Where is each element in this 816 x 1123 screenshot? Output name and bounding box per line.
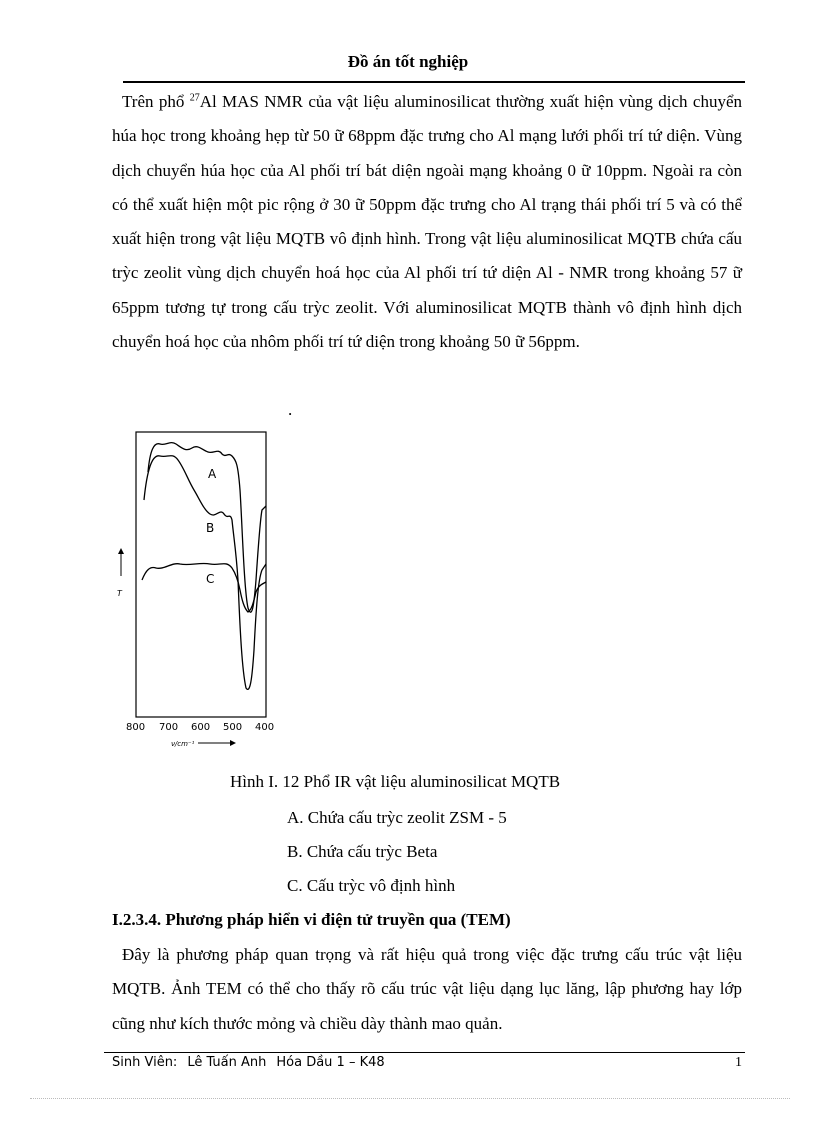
curve-b (144, 456, 266, 690)
curve-label-b: B (206, 521, 215, 535)
paragraph-tem: Đây là phương pháp quan trọng và rất hiệu quả trong việc đặc trưng cấu trúc vật liệu MQTB. Ảnh TEM có thể cho thấy rõ cấu trúc vật liệu dạng lục lăng, lập phương hay lớp cũng như kích thước mỏng và chiều dày thành mao quản. (112, 945, 742, 1033)
plot-frame (136, 432, 266, 717)
x-tick-400: 400 (255, 722, 275, 733)
caption-item-c: C. Cấu trỳc vô định hình (287, 876, 456, 895)
x-tick-700: 700 (159, 722, 179, 733)
figure-caption-title: Hình I. 12 Phổ IR vật liệu aluminosilicat MQTB (230, 772, 561, 791)
footer-student-name: Lê Tuấn Anh (187, 1055, 267, 1070)
y-axis-label: T (117, 589, 122, 598)
x-tick-500: 500 (223, 722, 243, 733)
header-rule (123, 81, 745, 83)
x-tick-800: 800 (126, 722, 146, 733)
bottom-dotted-border (30, 1098, 790, 1099)
footer-student-info (112, 1055, 395, 1070)
curve-label-c: C (206, 572, 215, 586)
x-axis-arrowhead (230, 740, 236, 746)
paragraph-nmr (112, 85, 742, 359)
footer-rule (104, 1052, 745, 1053)
section-heading-tem: I.2.3.4. Phương pháp hiển vi điện tử truyền qua (TEM) (112, 910, 511, 929)
x-axis-label: ν/cm⁻¹ (171, 740, 195, 748)
ir-spectrum-svg (114, 430, 286, 750)
page-header-title: Đồ án tốt nghiệp (347, 52, 469, 71)
isotope-superscript: 27 (189, 92, 200, 104)
footer-class: Hóa Dầu 1 – K48 (276, 1055, 385, 1070)
y-axis-arrowhead (118, 548, 124, 554)
stray-mark: . (288, 400, 293, 419)
caption-item-b: B. Chứa cấu trỳc Beta (287, 842, 438, 861)
curve-label-a: A (208, 467, 217, 481)
paragraph-nmr-pre: Trên phổ (122, 92, 190, 111)
caption-item-a: A. Chứa cấu trỳc zeolit ZSM - 5 (287, 808, 507, 827)
ir-spectrum-figure (114, 430, 286, 750)
footer-page-number: 1 (735, 1055, 742, 1070)
paragraph-nmr-text: Al MAS NMR của vật liệu aluminosilicat thường xuất hiện vùng dịch chuyển húa học trong khoảng hẹp từ 50 ữ 68ppm đặc trưng cho Al mạng lưới phối trí tứ diện. Vùng dịch chuyển húa học của Al phối trí bát diện ngoài mạng khoảng 0 ữ 10ppm. Ngoài ra còn có thể xuất hiện một pic rộng ở 30 ữ 50ppm đặc trưng cho Al trạng thái phối trí 5 và có thể xuất hiện trong vật liệu MQTB vô định hình. Trong vật liệu aluminosilicat MQTB chứa cấu trỳc zeolit vùng dịch chuyển hoá học của Al phối trí tứ diện Al - NMR trong khoảng 57 ữ 65ppm tương tự trong cấu trỳc zeolit. Với aluminosilicat MQTB thành vô định hình dịch chuyển hoá học của nhôm phối trí tứ diện trong khoảng 50 ữ 56ppm. (112, 92, 742, 352)
footer-student-label: Sinh Viên: (112, 1055, 178, 1070)
x-tick-600: 600 (191, 722, 211, 733)
